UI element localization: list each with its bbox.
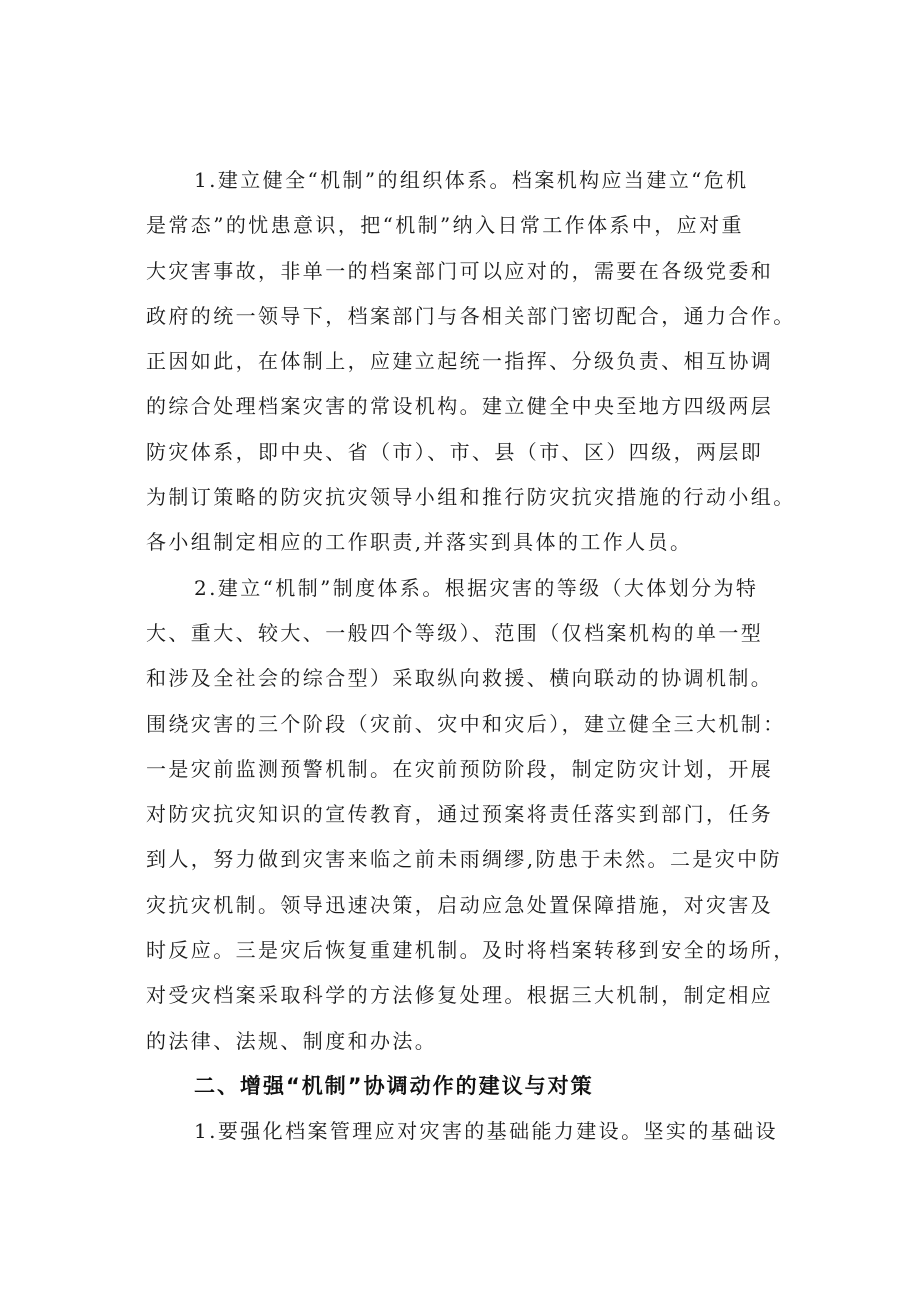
text-line: 1.要强化档案管理应对灾害的基础能力建设。坚实的基础设: [194, 1119, 778, 1144]
text-line: 大、重大、较大、一般四个等级）、范围（仅档案机构的单一型: [146, 620, 764, 645]
text-line: 是常态”的忧患意识，把“机制”纳入日常工作体系中，应对重: [146, 213, 744, 238]
paragraph-institution-system: [146, 566, 816, 1064]
text-line: 对防灾抗灾知识的宣传教育，通过预案将责任落实到部门，任务: [146, 802, 774, 827]
text-line: 一是灾前监测预警机制。在灾前预防阶段，制定防灾计划，开展: [146, 756, 774, 781]
text-line: 正因如此，在体制上，应建立起统一指挥、分级负责、相互协调: [146, 349, 774, 374]
text-line: 对受灾档案采取科学的方法修复处理。根据三大机制，制定相应: [146, 983, 774, 1008]
text-line: 防灾体系，即中央、省（市）、市、县（市、区）四级，两层即: [146, 439, 764, 464]
text-line: 时反应。三是灾后恢复重建机制。及时将档案转移到安全的场所，: [146, 938, 796, 963]
text-line: 和涉及全社会的综合型）采取纵向救援、横向联动的协调机制。: [146, 666, 774, 691]
text-line: 各小组制定相应的工作职责,并落实到具体的工作人员。: [146, 530, 693, 555]
text-line: 到人，努力做到灾害来临之前未雨绸缪,防患于未然。二是灾中防: [146, 847, 782, 872]
text-line: 围绕灾害的三个阶段（灾前、灾中和灾后），建立健全三大机制：: [146, 711, 786, 736]
section-heading: 二、增强“机制”协调动作的建议与对策: [194, 1073, 594, 1098]
text-line: 灾抗灾机制。领导迅速决策，启动应急处置保障措施，对灾害及: [146, 892, 774, 917]
text-line: 2.建立“机制”制度体系。根据灾害的等级（大体划分为特: [194, 575, 759, 600]
paragraph-capacity-building: [146, 1109, 816, 1154]
text-line: 大灾害事故，非单一的档案部门可以应对的，需要在各级党委和: [146, 258, 774, 283]
document-body: [146, 158, 816, 1155]
text-line: 为制订策略的防灾抗灾领导小组和推行防灾抗灾措施的行动小组。: [146, 485, 796, 510]
text-line: 1.建立健全“机制”的组织体系。档案机构应当建立“危机: [194, 168, 749, 192]
text-line: 的综合处理档案灾害的常设机构。建立健全中央至地方四级两层: [146, 394, 774, 419]
text-line: 的法律、法规、制度和办法。: [146, 1028, 438, 1053]
paragraph-organization-system: [146, 158, 816, 566]
text-line: 政府的统一领导下，档案部门与各相关部门密切配合，通力合作。: [146, 303, 796, 328]
